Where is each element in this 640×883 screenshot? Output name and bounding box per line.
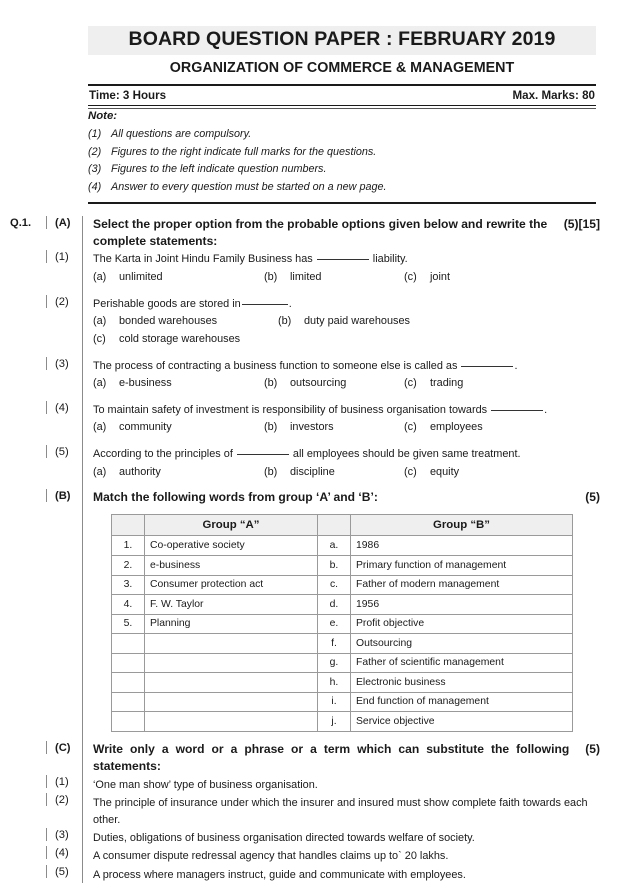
note-item-text: Figures to the right indicate full marks for the questions.	[111, 145, 377, 158]
option-text: duty paid warehouses	[304, 314, 410, 327]
question-item-row	[10, 357, 600, 401]
option-key: (c)	[93, 332, 106, 345]
cell-group-a: Co-operative society	[145, 536, 318, 556]
stem-after: liability.	[372, 253, 408, 266]
table-row	[112, 556, 573, 576]
table-row	[112, 614, 573, 634]
option-key: (b)	[264, 377, 278, 390]
cell-num: 4.	[112, 595, 145, 615]
question-item-row	[10, 865, 600, 883]
section-a-heading-row	[10, 216, 600, 250]
cell-key: g.	[318, 653, 351, 673]
item-number: (2)	[46, 793, 82, 806]
section-a-heading-cell	[82, 216, 600, 250]
option-text: employees	[430, 421, 483, 434]
question-body	[10, 216, 600, 883]
item-body	[82, 295, 600, 357]
section-c-heading-cell	[82, 741, 600, 775]
cell-key: c.	[318, 575, 351, 595]
cell-group-b: 1986	[351, 536, 573, 556]
cell-group-b: Service objective	[351, 712, 573, 732]
stem-before: According to the principles of	[93, 448, 233, 461]
cell-num	[112, 634, 145, 654]
option[interactable]	[278, 313, 600, 330]
cell-num	[112, 673, 145, 693]
fill-blank	[237, 454, 289, 455]
item-stem	[93, 401, 600, 418]
item-body	[82, 865, 600, 883]
cell-group-a	[145, 692, 318, 712]
section-b-heading: Match the following words from group ‘A’ and ‘B’:	[93, 490, 378, 505]
note-item	[88, 161, 596, 178]
option-text: joint	[430, 270, 450, 283]
question-number: Q.1.	[10, 217, 32, 229]
option[interactable]	[404, 269, 600, 286]
item-options	[93, 463, 600, 481]
option-key: (b)	[264, 270, 278, 283]
cell-key: h.	[318, 673, 351, 693]
stem-before: The Karta in Joint Hindu Family Business has	[93, 253, 313, 266]
option-text: trading	[430, 377, 464, 390]
option-key: (c)	[404, 421, 417, 434]
item-body	[82, 357, 600, 401]
stem-after: all employees should be given same treatment.	[292, 448, 521, 461]
option-key: (a)	[93, 377, 107, 390]
fill-blank	[461, 366, 513, 367]
section-a-marks: (5)[15]	[563, 217, 600, 231]
item-number: (3)	[46, 828, 82, 841]
item-stem	[93, 445, 600, 462]
question-item-row	[10, 828, 600, 846]
stem-after: .	[544, 403, 548, 416]
item-number: (1)	[46, 775, 82, 788]
option[interactable]	[404, 375, 600, 392]
option[interactable]	[264, 464, 404, 481]
item-text: ‘One man show’ type of business organisation.	[93, 778, 318, 791]
cell-group-a: e-business	[145, 556, 318, 576]
page-title: BOARD QUESTION PAPER : FEBRUARY 2019	[88, 26, 596, 55]
option[interactable]	[93, 269, 264, 286]
item-body	[82, 828, 600, 846]
note-rule	[88, 202, 596, 204]
question-item-row	[10, 295, 600, 357]
item-number: (2)	[46, 295, 82, 308]
cell-num: 1.	[112, 536, 145, 556]
stem-before: Perishable goods are stored in	[93, 297, 241, 310]
fill-blank	[242, 304, 288, 305]
cell-group-a: F. W. Taylor	[145, 595, 318, 615]
cell-num	[112, 692, 145, 712]
option-key: (a)	[93, 270, 107, 283]
item-body	[82, 445, 600, 489]
table-row	[112, 575, 573, 595]
cell-num	[112, 653, 145, 673]
table-row	[112, 634, 573, 654]
section-b-row	[10, 489, 600, 740]
item-number: (4)	[46, 846, 82, 859]
section-a-heading: Select the proper option from the probable options given below and rewrite the complete statements:	[93, 217, 548, 249]
header-rule-bottom	[88, 105, 596, 109]
item-body	[82, 846, 600, 864]
item-text: A process where managers instruct, guide and communicate with employees.	[93, 868, 466, 881]
note-item	[88, 144, 596, 161]
option[interactable]	[264, 419, 404, 436]
item-text: A consumer dispute redressal agency that handles claims up toˋ 20 lakhs.	[93, 850, 449, 863]
cell-group-b: Outsourcing	[351, 634, 573, 654]
option-key: (a)	[93, 465, 107, 478]
item-options	[93, 312, 600, 330]
option-key: (a)	[93, 421, 107, 434]
item-stem	[93, 295, 600, 312]
option-key: (c)	[404, 270, 417, 283]
cell-group-b: Father of modern management	[351, 575, 573, 595]
stem-before: The process of contracting a business function to someone else is called as	[93, 359, 458, 372]
cell-group-b: 1956	[351, 595, 573, 615]
item-options-second-line	[93, 330, 600, 348]
option[interactable]	[264, 375, 404, 392]
cell-key: a.	[318, 536, 351, 556]
section-b-body	[82, 489, 600, 740]
column-header-group-b: Group “B”	[351, 514, 573, 536]
cell-group-a: Planning	[145, 614, 318, 634]
cell-key: e.	[318, 614, 351, 634]
cell-key: i.	[318, 692, 351, 712]
note-item-number: (2)	[88, 145, 102, 158]
item-text: The principle of insurance under which the insurer and insured must show complete faith towards each other.	[93, 797, 588, 826]
column-header-num-a	[112, 514, 145, 536]
question-item-row	[10, 401, 600, 445]
question-item-row	[10, 775, 600, 793]
option-key: (a)	[93, 314, 107, 327]
item-body	[82, 775, 600, 793]
table-header-row	[112, 514, 573, 536]
option-text: cold storage warehouses	[119, 332, 241, 345]
cell-group-b: End function of management	[351, 692, 573, 712]
item-number: (5)	[46, 445, 82, 458]
note-section	[88, 110, 596, 204]
option-text: limited	[290, 270, 322, 283]
paper-subject: ORGANIZATION OF COMMERCE & MANAGEMENT	[169, 59, 515, 76]
section-c-marks: (5)	[585, 741, 600, 756]
item-stem	[93, 250, 600, 267]
cell-group-b: Electronic business	[351, 673, 573, 693]
section-c-heading: Write only a word or a phrase or a term which can substitute the following statements:	[93, 741, 570, 773]
note-item	[88, 126, 596, 143]
cell-key: d.	[318, 595, 351, 615]
table-row	[112, 673, 573, 693]
cell-num: 3.	[112, 575, 145, 595]
option-text: authority	[119, 465, 161, 478]
cell-num	[112, 712, 145, 732]
option[interactable]	[404, 419, 600, 436]
note-item-text: Answer to every question must be started on a new page.	[111, 181, 387, 194]
question-item-row	[10, 793, 600, 828]
cell-num: 5.	[112, 614, 145, 634]
option-key: (b)	[264, 421, 278, 434]
option-text: community	[119, 421, 172, 434]
option-text: bonded warehouses	[119, 314, 218, 327]
option[interactable]	[93, 375, 264, 392]
cell-key: f.	[318, 634, 351, 654]
exam-meta-row	[88, 86, 596, 105]
item-number: (3)	[46, 357, 82, 370]
section-c-letter: (C)	[46, 741, 82, 754]
option-key: (c)	[404, 465, 417, 478]
cell-key: b.	[318, 556, 351, 576]
stem-before: To maintain safety of investment is responsibility of business organisation towards	[93, 403, 488, 416]
note-item-number: (3)	[88, 163, 102, 176]
column-header-group-a: Group “A”	[145, 514, 318, 536]
option[interactable]	[93, 419, 264, 436]
stem-after: .	[514, 359, 518, 372]
option-text: investors	[290, 421, 334, 434]
section-b-marks: (5)	[585, 490, 600, 505]
option-key: (b)	[278, 314, 292, 327]
note-item	[88, 179, 596, 196]
option-text: equity	[430, 465, 460, 478]
table-row	[112, 653, 573, 673]
option[interactable]	[404, 464, 600, 481]
question-item-row	[10, 250, 600, 294]
item-number: (4)	[46, 401, 82, 414]
cell-group-a: Consumer protection act	[145, 575, 318, 595]
option[interactable]	[264, 269, 404, 286]
question-item-row	[10, 445, 600, 489]
item-body	[82, 250, 600, 294]
exam-max-marks: Max. Marks: 80	[512, 88, 595, 102]
note-label: Note:	[88, 110, 118, 122]
section-b-letter: (B)	[46, 489, 82, 502]
option[interactable]	[93, 313, 278, 330]
item-number: (5)	[46, 865, 82, 878]
item-text: Duties, obligations of business organisation directed towards welfare of society.	[93, 832, 475, 845]
option-text: unlimited	[119, 270, 163, 283]
option-key: (b)	[264, 465, 278, 478]
section-a-letter: (A)	[46, 216, 82, 229]
cell-group-a	[145, 653, 318, 673]
cell-group-b: Profit objective	[351, 614, 573, 634]
table-row	[112, 692, 573, 712]
option-text: discipline	[290, 465, 335, 478]
cell-group-b: Father of scientific management	[351, 653, 573, 673]
cell-group-a	[145, 712, 318, 732]
note-item-text: Figures to the left indicate question numbers.	[111, 163, 327, 176]
option[interactable]	[93, 331, 600, 348]
table-row	[112, 712, 573, 732]
note-item-number: (1)	[88, 128, 102, 140]
item-body	[82, 401, 600, 445]
cell-group-a	[145, 673, 318, 693]
item-options	[93, 268, 600, 286]
table-row	[112, 536, 573, 556]
option-key: (c)	[404, 377, 417, 390]
item-options	[93, 374, 600, 392]
question-item-row	[10, 846, 600, 864]
fill-blank	[317, 259, 369, 260]
match-table-wrapper	[93, 507, 600, 732]
paper-header	[88, 26, 596, 109]
item-body	[82, 793, 600, 828]
exam-duration: Time: 3 Hours	[89, 88, 167, 102]
item-stem	[93, 357, 600, 374]
fill-blank	[491, 410, 543, 411]
cell-group-b: Primary function of management	[351, 556, 573, 576]
section-c-heading-row	[10, 741, 600, 775]
stem-after: .	[288, 297, 292, 310]
item-options	[93, 418, 600, 436]
option-text: outsourcing	[290, 377, 347, 390]
cell-group-a	[145, 634, 318, 654]
note-item-number: (4)	[88, 181, 102, 194]
option-text: e-business	[119, 377, 172, 390]
match-table	[111, 514, 573, 732]
item-number: (1)	[46, 250, 82, 263]
note-item-text: All questions are compulsory.	[111, 128, 252, 140]
option[interactable]	[93, 464, 264, 481]
cell-num: 2.	[112, 556, 145, 576]
table-row	[112, 595, 573, 615]
column-header-key-b	[318, 514, 351, 536]
cell-key: j.	[318, 712, 351, 732]
